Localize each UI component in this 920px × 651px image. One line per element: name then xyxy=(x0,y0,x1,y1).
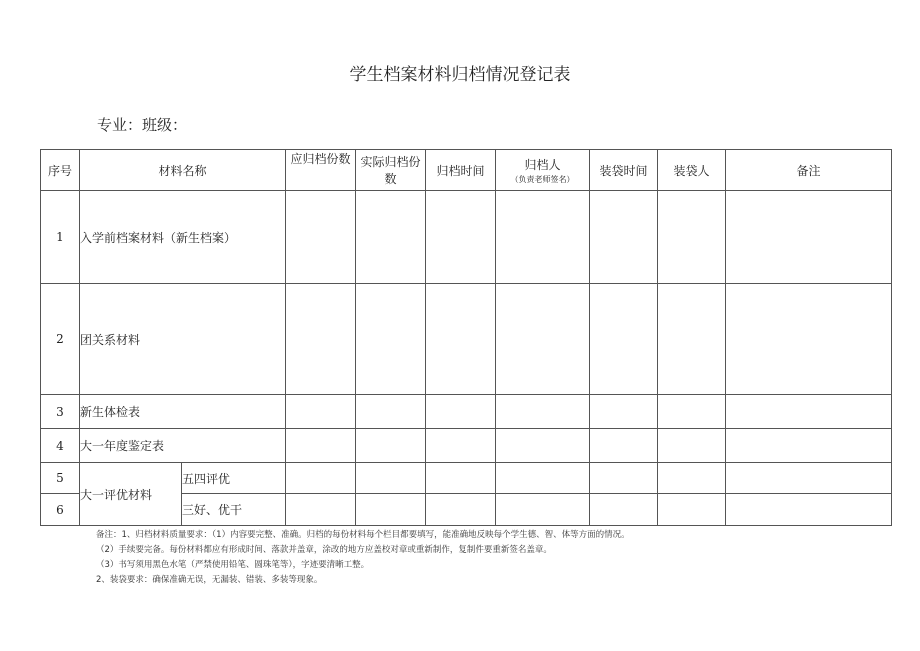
cell-archive-time[interactable] xyxy=(426,284,496,395)
row-seq: 5 xyxy=(41,463,80,494)
cell-archiver[interactable] xyxy=(496,494,590,526)
cell-bagger[interactable] xyxy=(658,395,726,429)
cell-should-copies[interactable] xyxy=(286,284,356,395)
header-seq: 序号 xyxy=(41,150,80,191)
header-archive-time: 归档时间 xyxy=(426,150,496,191)
cell-remarks[interactable] xyxy=(726,191,892,284)
page-title: 学生档案材料归档情况登记表 xyxy=(349,65,571,85)
header-archiver-note: （负责老师签名） xyxy=(510,174,575,184)
cell-remarks[interactable] xyxy=(726,395,892,429)
header-actual-copies: 实际归档份数 xyxy=(356,150,426,191)
notes-section xyxy=(96,528,630,588)
registration-table xyxy=(40,149,892,526)
cell-archive-time[interactable] xyxy=(426,191,496,284)
header-row xyxy=(41,150,892,191)
cell-bag-time[interactable] xyxy=(590,284,658,395)
note-line: （2）手续要完备。每份材料都应有形成时间、落款并盖章，涂改的地方应盖校对章或重新制作，复制件要重新签名盖章。 xyxy=(96,545,552,555)
cell-archiver[interactable] xyxy=(496,191,590,284)
table-row xyxy=(41,284,892,395)
cell-remarks[interactable] xyxy=(726,284,892,395)
table-row xyxy=(41,463,892,494)
cell-should-copies[interactable] xyxy=(286,429,356,463)
note-line: 2、装袋要求：确保准确无误，无漏装、错装、多装等现象。 xyxy=(96,575,323,585)
row-seq: 6 xyxy=(41,494,80,526)
row-material-name: 新生体检表 xyxy=(80,395,286,429)
cell-remarks[interactable] xyxy=(726,494,892,526)
cell-archiver[interactable] xyxy=(496,284,590,395)
table-row xyxy=(41,395,892,429)
cell-bag-time[interactable] xyxy=(590,429,658,463)
row-seq: 2 xyxy=(41,284,80,395)
cell-bagger[interactable] xyxy=(658,191,726,284)
cell-archive-time[interactable] xyxy=(426,463,496,494)
header-bag-time: 装袋时间 xyxy=(590,150,658,191)
cell-archive-time[interactable] xyxy=(426,429,496,463)
cell-should-copies[interactable] xyxy=(286,395,356,429)
header-archiver-label: 归档人 xyxy=(524,157,561,172)
cell-bagger[interactable] xyxy=(658,463,726,494)
cell-actual-copies[interactable] xyxy=(356,429,426,463)
row-material-name: 入学前档案材料（新生档案） xyxy=(80,191,286,284)
header-remarks: 备注 xyxy=(726,150,892,191)
cell-actual-copies[interactable] xyxy=(356,284,426,395)
cell-bagger[interactable] xyxy=(658,494,726,526)
header-archiver xyxy=(496,150,590,191)
row-material-name: 五四评优 xyxy=(182,463,286,494)
row-seq: 4 xyxy=(41,429,80,463)
row-material-name: 大一年度鉴定表 xyxy=(80,429,286,463)
cell-should-copies[interactable] xyxy=(286,494,356,526)
cell-actual-copies[interactable] xyxy=(356,494,426,526)
major-class-label: 专业：班级： xyxy=(97,116,188,134)
cell-should-copies[interactable] xyxy=(286,463,356,494)
note-line: 备注：1、归档材料质量要求：（1）内容要完整、准确。归档的每份材料每个栏目都要填写，能准确地反映每个学生德、智、体等方面的情况。 xyxy=(96,530,630,540)
cell-should-copies[interactable] xyxy=(286,191,356,284)
table-row xyxy=(41,191,892,284)
note-line: （3）书写须用黑色水笔（严禁使用铅笔、圆珠笔等），字迹要清晰工整。 xyxy=(96,560,370,570)
cell-archiver[interactable] xyxy=(496,429,590,463)
cell-archiver[interactable] xyxy=(496,395,590,429)
cell-bagger[interactable] xyxy=(658,429,726,463)
cell-bag-time[interactable] xyxy=(590,463,658,494)
header-bagger: 装袋人 xyxy=(658,150,726,191)
cell-actual-copies[interactable] xyxy=(356,395,426,429)
cell-bag-time[interactable] xyxy=(590,191,658,284)
header-material-name: 材料名称 xyxy=(80,150,286,191)
cell-actual-copies[interactable] xyxy=(356,191,426,284)
cell-bag-time[interactable] xyxy=(590,395,658,429)
row-material-name: 团关系材料 xyxy=(80,284,286,395)
cell-actual-copies[interactable] xyxy=(356,463,426,494)
cell-remarks[interactable] xyxy=(726,429,892,463)
row-seq: 3 xyxy=(41,395,80,429)
cell-archiver[interactable] xyxy=(496,463,590,494)
cell-remarks[interactable] xyxy=(726,463,892,494)
cell-archive-time[interactable] xyxy=(426,494,496,526)
cell-bagger[interactable] xyxy=(658,284,726,395)
header-should-copies: 应归档份数 xyxy=(286,150,356,191)
cell-archive-time[interactable] xyxy=(426,395,496,429)
row-seq: 1 xyxy=(41,191,80,284)
table-row xyxy=(41,429,892,463)
row-material-group: 大一评优材料 xyxy=(80,463,182,526)
cell-bag-time[interactable] xyxy=(590,494,658,526)
row-material-name: 三好、优干 xyxy=(182,494,286,526)
